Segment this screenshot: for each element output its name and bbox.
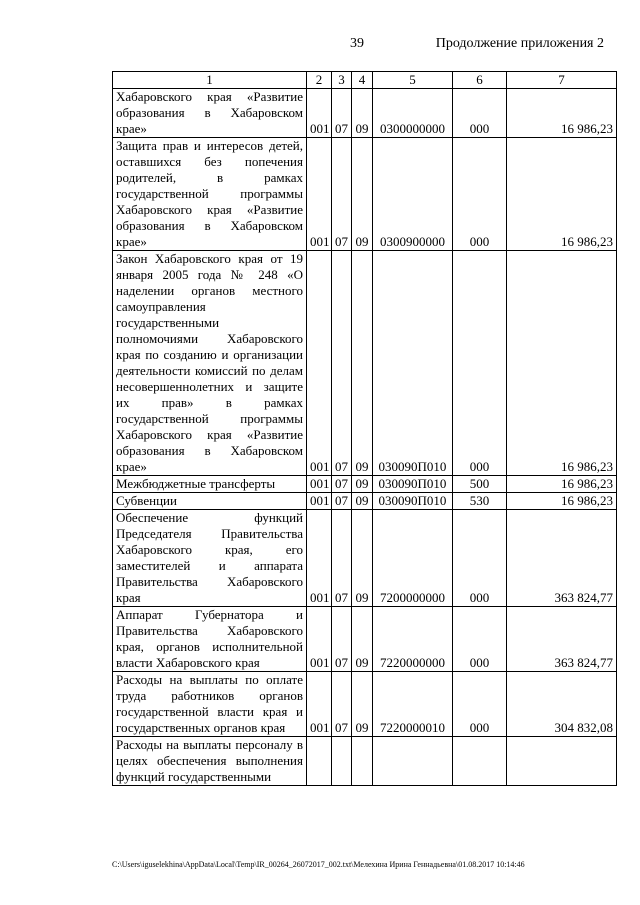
subsection-code: 09 — [352, 493, 373, 510]
subsection-code: 09 — [352, 607, 373, 672]
target-article-code: 030090П010 — [373, 476, 453, 493]
table-row — [113, 607, 617, 672]
row-name: Обеспечение функций Председателя Правительства Хабаровского края, его заместителей и аппарата Правительства Хабаровского края — [113, 510, 307, 607]
expense-type-code: 000 — [453, 89, 507, 138]
file-path-footer: C:\Users\iguselekhina\AppData\Local\Temp\IR_00264_26072017_002.txt\Мелехина Ирина Геннадьевна\01.08.2017 10:14:46 — [112, 860, 525, 869]
target-article-code: 0300000000 — [373, 89, 453, 138]
expense-type-code: 000 — [453, 510, 507, 607]
table-row — [113, 737, 617, 786]
target-article-code: 7200000000 — [373, 510, 453, 607]
expense-type-code: 000 — [453, 607, 507, 672]
row-name: Субвенции — [113, 493, 307, 510]
ministry-code: 001 — [307, 138, 332, 251]
table-row — [113, 251, 617, 476]
amount: 16 986,23 — [507, 138, 617, 251]
expense-type-code — [453, 737, 507, 786]
row-name: Аппарат Губернатора и Правительства Хабаровского края, органов исполнительной власти Хабаровского края — [113, 607, 307, 672]
column-header: 2 — [307, 72, 332, 89]
amount: 304 832,08 — [507, 672, 617, 737]
expense-type-code: 500 — [453, 476, 507, 493]
subsection-code: 09 — [352, 510, 373, 607]
page-number: 39 — [350, 36, 364, 51]
column-header: 7 — [507, 72, 617, 89]
subsection-code: 09 — [352, 672, 373, 737]
ministry-code: 001 — [307, 510, 332, 607]
amount: 363 824,77 — [507, 510, 617, 607]
subsection-code — [352, 737, 373, 786]
ministry-code — [307, 737, 332, 786]
section-code: 07 — [332, 672, 352, 737]
table-row — [113, 138, 617, 251]
target-article-code: 030090П010 — [373, 251, 453, 476]
column-header: 6 — [453, 72, 507, 89]
expense-type-code: 000 — [453, 138, 507, 251]
appendix-continuation-title: Продолжение приложения 2 — [435, 36, 604, 51]
subsection-code: 09 — [352, 251, 373, 476]
column-number-row — [113, 72, 617, 89]
section-code: 07 — [332, 493, 352, 510]
amount: 16 986,23 — [507, 89, 617, 138]
amount: 16 986,23 — [507, 476, 617, 493]
amount: 16 986,23 — [507, 251, 617, 476]
expense-type-code: 000 — [453, 672, 507, 737]
table-row — [113, 672, 617, 737]
table-row — [113, 476, 617, 493]
column-header: 1 — [113, 72, 307, 89]
column-header: 4 — [352, 72, 373, 89]
target-article-code — [373, 737, 453, 786]
budget-table — [112, 71, 617, 786]
subsection-code: 09 — [352, 138, 373, 251]
column-header: 5 — [373, 72, 453, 89]
row-name: Расходы на выплаты персоналу в целях обеспечения выполнения функций государственными — [113, 737, 307, 786]
target-article-code: 7220000000 — [373, 607, 453, 672]
section-code: 07 — [332, 138, 352, 251]
amount: 363 824,77 — [507, 607, 617, 672]
row-name: Расходы на выплаты по оплате труда работников органов государственной власти края и государственных органов края — [113, 672, 307, 737]
row-name: Хабаровского края «Развитие образования в Хабаровском крае» — [113, 89, 307, 138]
section-code: 07 — [332, 607, 352, 672]
ministry-code: 001 — [307, 476, 332, 493]
ministry-code: 001 — [307, 251, 332, 476]
subsection-code: 09 — [352, 89, 373, 138]
table-row — [113, 89, 617, 138]
row-name: Межбюджетные трансферты — [113, 476, 307, 493]
amount — [507, 737, 617, 786]
section-code: 07 — [332, 510, 352, 607]
section-code: 07 — [332, 476, 352, 493]
section-code — [332, 737, 352, 786]
expense-type-code: 000 — [453, 251, 507, 476]
table-row — [113, 510, 617, 607]
section-code: 07 — [332, 251, 352, 476]
row-name: Защита прав и интересов детей, оставшихся без попечения родителей, в рамках государственной программы Хабаровского края «Развитие образования в Хабаровском крае» — [113, 138, 307, 251]
ministry-code: 001 — [307, 607, 332, 672]
amount: 16 986,23 — [507, 493, 617, 510]
subsection-code: 09 — [352, 476, 373, 493]
table-header — [113, 72, 617, 89]
section-code: 07 — [332, 89, 352, 138]
column-header: 3 — [332, 72, 352, 89]
target-article-code: 0300900000 — [373, 138, 453, 251]
table-row — [113, 493, 617, 510]
ministry-code: 001 — [307, 672, 332, 737]
ministry-code: 001 — [307, 89, 332, 138]
ministry-code: 001 — [307, 493, 332, 510]
row-name: Закон Хабаровского края от 19 января 2005 года № 248 «О наделении органов местного самоуправления государственными полномочиями Хабаровского края по созданию и организации деятельности комиссий по делам несовершеннолетних и защите их прав» в рамках государственной программы Хабаровского края «Развитие образования в Хабаровском крае» — [113, 251, 307, 476]
target-article-code: 030090П010 — [373, 493, 453, 510]
expense-type-code: 530 — [453, 493, 507, 510]
target-article-code: 7220000010 — [373, 672, 453, 737]
